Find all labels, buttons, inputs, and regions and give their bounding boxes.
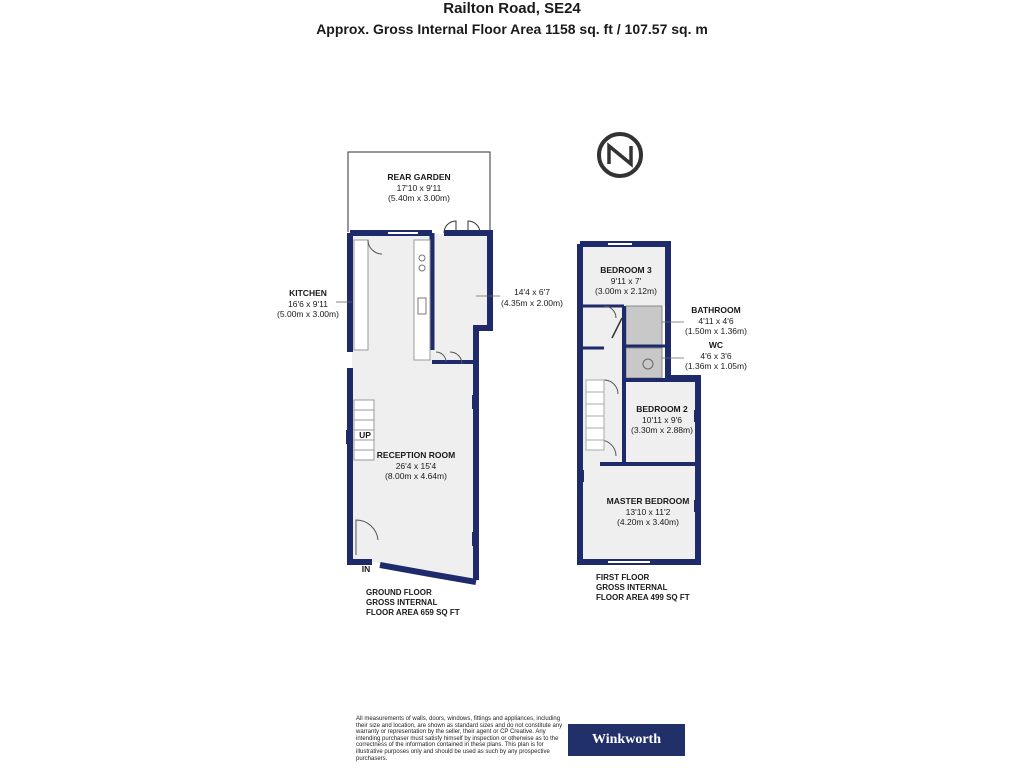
room-label-reception: [364, 450, 468, 482]
room-size-metric: (5.40m x 3.00m): [388, 193, 450, 203]
area-note-line: GROUND FLOOR: [366, 588, 432, 597]
room-size-metric: (5.00m x 3.00m): [277, 309, 339, 319]
room-size-metric: (8.00m x 4.64m): [385, 471, 447, 481]
room-size-imperial: 10'11 x 9'6: [642, 414, 682, 425]
room-size-metric: (4.20m x 3.40m): [617, 517, 679, 527]
wc-fixture: [626, 348, 662, 378]
room-name: BATHROOM: [691, 305, 741, 315]
room-name: WC: [708, 340, 724, 350]
room-size-metric: (1.50m x 1.36m): [685, 326, 747, 336]
room-size-metric: (4.35m x 2.00m): [501, 297, 563, 308]
area-note-line: GROSS INTERNAL: [596, 583, 668, 592]
winkworth-logo: Winkworth: [568, 724, 685, 756]
first-floor-area-note: [596, 573, 690, 603]
room-size-imperial: 17'10 x 9'11: [396, 182, 442, 193]
room-size-metric: (1.36m x 1.05m): [685, 361, 747, 371]
room-label-rear-garden: [364, 172, 474, 204]
area-note-line: GROSS INTERNAL: [366, 598, 438, 607]
room-label-master-bedroom: [600, 496, 696, 528]
room-size-imperial: 16'6 x 9'11: [288, 298, 328, 309]
bathroom-fixture: [626, 306, 662, 346]
room-size-imperial: 14'4 x 6'7: [514, 287, 550, 297]
room-name: RECEPTION ROOM: [376, 450, 456, 460]
entrance-label: IN: [361, 564, 371, 574]
plan-subtitle: Approx. Gross Internal Floor Area 1158 sq. ft / 107.57 sq. m: [316, 21, 708, 37]
area-note-line: FLOOR AREA 659 SQ FT: [366, 608, 460, 617]
room-name: REAR GARDEN: [387, 172, 451, 182]
room-size-imperial: 9'11 x 7': [610, 275, 642, 286]
room-size-imperial: 4'6 x 3'6: [700, 350, 732, 361]
room-size-metric: (3.30m x 2.88m): [631, 425, 693, 435]
room-label-kitchen: [272, 288, 344, 320]
first-floor-stairs: [586, 380, 604, 450]
disclaimer-text: All measurements of walls, doors, windows, fittings and appliances, including their size and location, are shown as standard sizes and do not constitute any warranty or representation by the seller, their agent or CP Creative. Any intending purchaser must satisfy himself by inspection or otherwise as to the correctness of the information contained in these plans. This plan is for illustrative purposes only and should be used as such by any prospective purchasers.: [356, 716, 563, 762]
room-label-bedroom2: [628, 404, 696, 436]
ground-floor-plan: [346, 152, 490, 582]
room-size-metric: (3.00m x 2.12m): [595, 286, 657, 296]
room-label-wc: [680, 340, 752, 372]
room-name: BEDROOM 3: [600, 265, 652, 275]
room-size-imperial: 13'10 x 11'2: [625, 506, 671, 517]
room-name: BEDROOM 2: [636, 404, 688, 414]
room-size-imperial: 26'4 x 15'4: [395, 460, 437, 471]
ground-floor-area-note: [366, 588, 460, 618]
room-name: MASTER BEDROOM: [606, 496, 690, 506]
plan-title: Railton Road, SE24: [443, 0, 581, 17]
area-note-line: FIRST FLOOR: [596, 573, 650, 582]
stairs-up-label: UP: [359, 430, 371, 440]
north-compass-icon: [599, 134, 641, 176]
room-name: KITCHEN: [289, 288, 327, 298]
area-note-line: FLOOR AREA 499 SQ FT: [596, 593, 690, 602]
room-size-imperial: 4'11 x 4'6: [698, 315, 734, 326]
room-label-side-room: [496, 287, 568, 308]
room-label-bathroom: [680, 305, 752, 337]
room-label-bedroom3: [590, 265, 662, 297]
